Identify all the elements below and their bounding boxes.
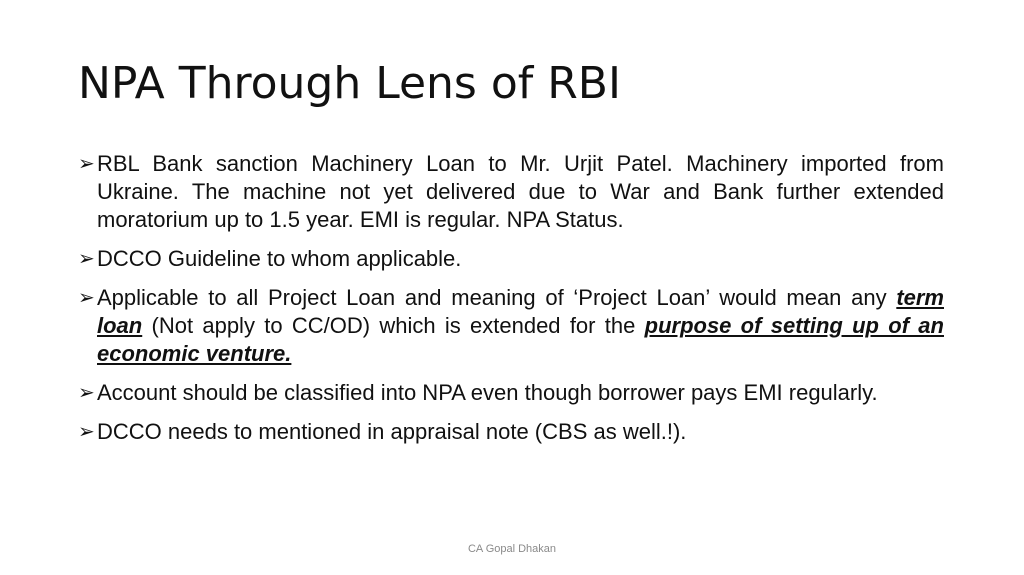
bullet-text: (Not apply to CC/OD) which is extended for the (142, 313, 645, 338)
bullet-list (78, 150, 944, 457)
bullet-item (78, 418, 944, 446)
bullet-item (78, 379, 944, 407)
bullet-text: DCCO Guideline to whom applicable. (97, 246, 462, 271)
slide-footer: CA Gopal Dhakan (467, 543, 557, 555)
arrowhead-bullet-icon: ➢ (78, 153, 95, 175)
slide-title: NPA Through Lens of RBI (78, 58, 621, 109)
emphasized-phrase: purpose of setting up of an economic venture. (97, 313, 944, 366)
bullet-text: DCCO needs to mentioned in appraisal note (CBS as well.!). (97, 419, 687, 444)
bullet-text: RBL Bank sanction Machinery Loan to Mr. Urjit Patel. Machinery imported from Ukraine. The machine not yet delivered due to War and Bank further extended moratorium up to 1.5 year. EMI is regular. NPA Status. (97, 151, 944, 232)
bullet-item (78, 245, 944, 273)
arrowhead-bullet-icon: ➢ (78, 421, 95, 443)
bullet-item (78, 150, 944, 234)
arrowhead-bullet-icon: ➢ (78, 248, 95, 270)
bullet-text: Account should be classified into NPA even though borrower pays EMI regularly. (97, 380, 878, 405)
bullet-item (78, 284, 944, 368)
arrowhead-bullet-icon: ➢ (78, 382, 95, 404)
bullet-text: Applicable to all Project Loan and meaning of ‘Project Loan’ would mean any (97, 285, 897, 310)
emphasized-term: term loan (97, 285, 944, 338)
arrowhead-bullet-icon: ➢ (78, 287, 95, 309)
